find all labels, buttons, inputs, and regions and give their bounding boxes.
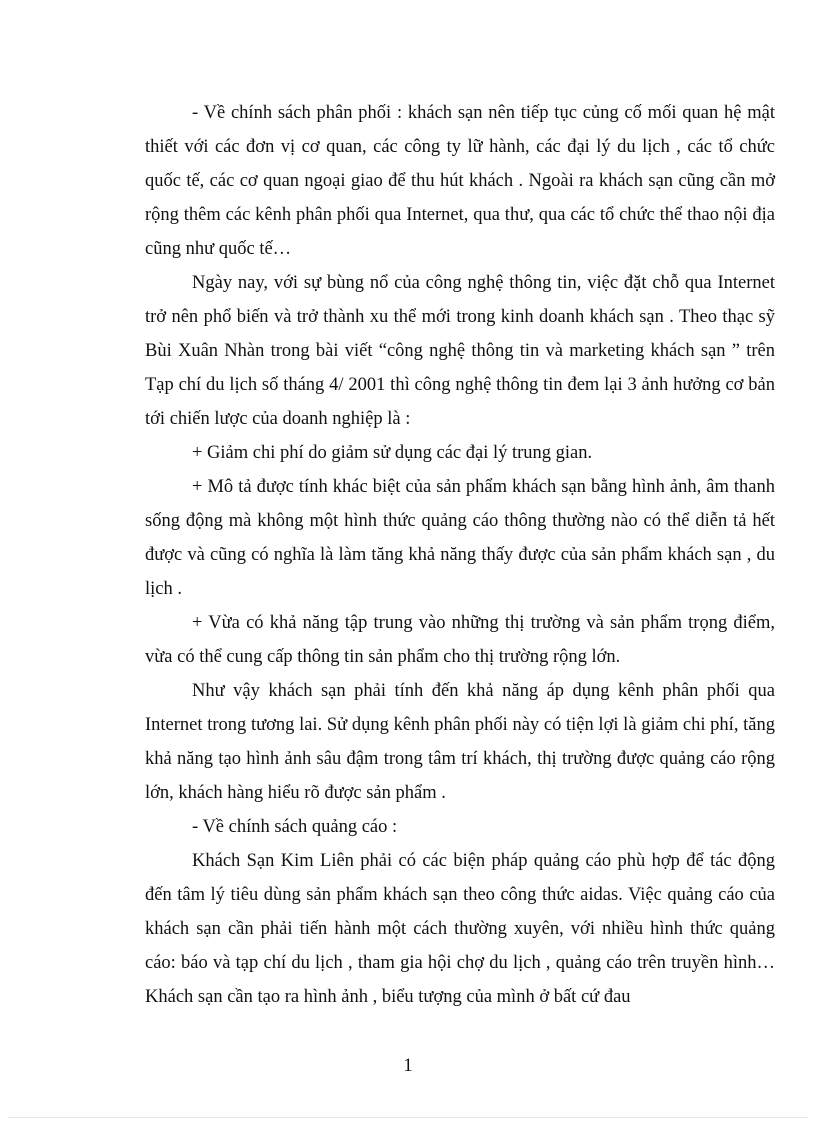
paragraph-kim-lien-advertising: Khách Sạn Kim Liên phải có các biện pháp quảng cáo phù hợp để tác động đến tâm lý tiêu dùng sản phẩm khách sạn theo công thức aidas. Việc quảng cáo của khách sạn cần phải tiến hành một cách thường xuyên, với nhiều hình thức quảng cáo: báo và tạp chí du lịch , tham gia hội chợ du lịch , quảng cáo trên truyền hình…Khách sạn cần tạo ra hình ảnh , biểu tượng của mình ở bất cứ đau — [145, 851, 775, 1007]
paragraph-distribution-policy: - Về chính sách phân phối : khách sạn nên tiếp tục củng cố mối quan hệ mật thiết với các đơn vị cơ quan, các công ty lữ hành, các đại lý du lịch , các tổ chức quốc tế, các cơ quan ngoại giao để thu hút khách . Ngoài ra khách sạn cũng cần mở rộng thêm các kênh phân phối qua Internet, qua thư, qua các tổ chức thể thao nội địa cũng như quốc tế… — [145, 103, 775, 259]
page-number: 1 — [403, 1056, 413, 1076]
paragraph-advertising-policy: - Về chính sách quảng cáo : — [192, 817, 398, 837]
paragraph-internet-channel: Như vậy khách sạn phải tính đến khả năng áp dụng kênh phân phối qua Internet trong tương lai. Sử dụng kênh phân phối này có tiện lợi là giảm chi phí, tăng khả năng tạo hình ảnh sâu đậm trong tâm trí khách, thị trường được quảng cáo rộng lớn, khách hàng hiểu rõ được sản phẩm . — [145, 681, 775, 803]
paragraph-describe-difference: + Mô tả được tính khác biệt của sản phẩm khách sạn bằng hình ảnh, âm thanh sống động mà không một hình thức quảng cáo thông thường nào có thể diễn tả hết được và cũng có nghĩa là làm tăng khả năng thấy được của sản phẩm khách sạn , du lịch . — [145, 477, 775, 599]
document-body — [145, 96, 775, 1014]
paragraph-internet-booking: Ngày nay, với sự bùng nổ của công nghệ thông tin, việc đặt chỗ qua Internet trở nên phổ biến và trở thành xu thể mới trong kinh doanh khách sạn . Theo thạc sỹ Bùi Xuân Nhàn trong bài viết “công nghệ thông tin và marketing khách sạn ” trên Tạp chí du lịch số tháng 4/ 2001 thì công nghệ thông tin đem lại 3 ảnh hưởng cơ bản tới chiến lược của doanh nghiệp là : — [145, 273, 775, 429]
paragraph-focus-markets: + Vừa có khả năng tập trung vào những thị trường và sản phẩm trọng điểm, vừa có thể cung cấp thông tin sản phẩm cho thị trường rộng lớn. — [145, 613, 775, 667]
footer-divider — [8, 1117, 808, 1118]
paragraph-reduce-cost: + Giảm chi phí do giảm sử dụng các đại lý trung gian. — [192, 443, 593, 463]
